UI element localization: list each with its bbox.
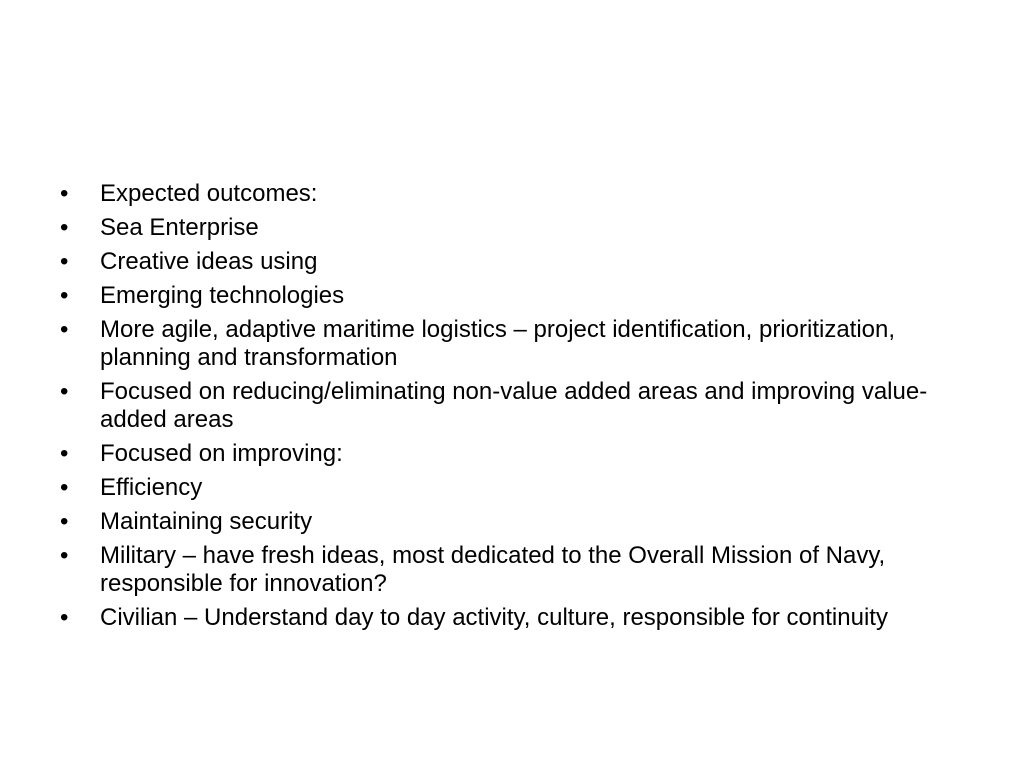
- bullet-item: [60, 508, 980, 536]
- bullet-item: [60, 378, 980, 434]
- bullet-item: [60, 542, 980, 598]
- bullet-icon: •: [60, 440, 69, 467]
- bullet-icon: •: [60, 474, 69, 501]
- bullet-icon: •: [60, 248, 69, 275]
- bullet-text: Expected outcomes:: [100, 180, 318, 207]
- bullet-text: Military – have fresh ideas, most dedicated to the Overall Mission of Navy, responsible for innovation?: [100, 542, 886, 597]
- bullet-item: [60, 604, 980, 632]
- bullet-icon: •: [60, 282, 69, 309]
- bullet-text: Efficiency: [100, 474, 203, 501]
- bullet-item: [60, 180, 980, 208]
- bullet-icon: •: [60, 508, 69, 535]
- bullet-text: Maintaining security: [100, 508, 313, 535]
- bullet-item: [60, 248, 980, 276]
- bullet-text: Sea Enterprise: [100, 214, 259, 241]
- bullet-icon: •: [60, 180, 69, 207]
- bullet-item: [60, 440, 980, 468]
- bullet-item: [60, 316, 980, 372]
- bullet-text: More agile, adaptive maritime logistics – project identification, prioritization, planning and transformation: [100, 316, 896, 371]
- bullet-item: [60, 474, 980, 502]
- bullet-text: Civilian – Understand day to day activity, culture, responsible for continuity: [100, 604, 888, 631]
- bullet-icon: •: [60, 316, 69, 343]
- bullet-icon: •: [60, 604, 69, 631]
- bullet-list: [60, 180, 980, 638]
- bullet-text: Emerging technologies: [100, 282, 345, 309]
- bullet-text: Focused on reducing/eliminating non-value added areas and improving value-added areas: [100, 378, 928, 433]
- bullet-item: [60, 214, 980, 242]
- bullet-icon: •: [60, 378, 69, 405]
- bullet-text: Creative ideas using: [100, 248, 318, 275]
- bullet-icon: •: [60, 542, 69, 569]
- bullet-text: Focused on improving:: [100, 440, 343, 467]
- bullet-icon: •: [60, 214, 69, 241]
- bullet-item: [60, 282, 980, 310]
